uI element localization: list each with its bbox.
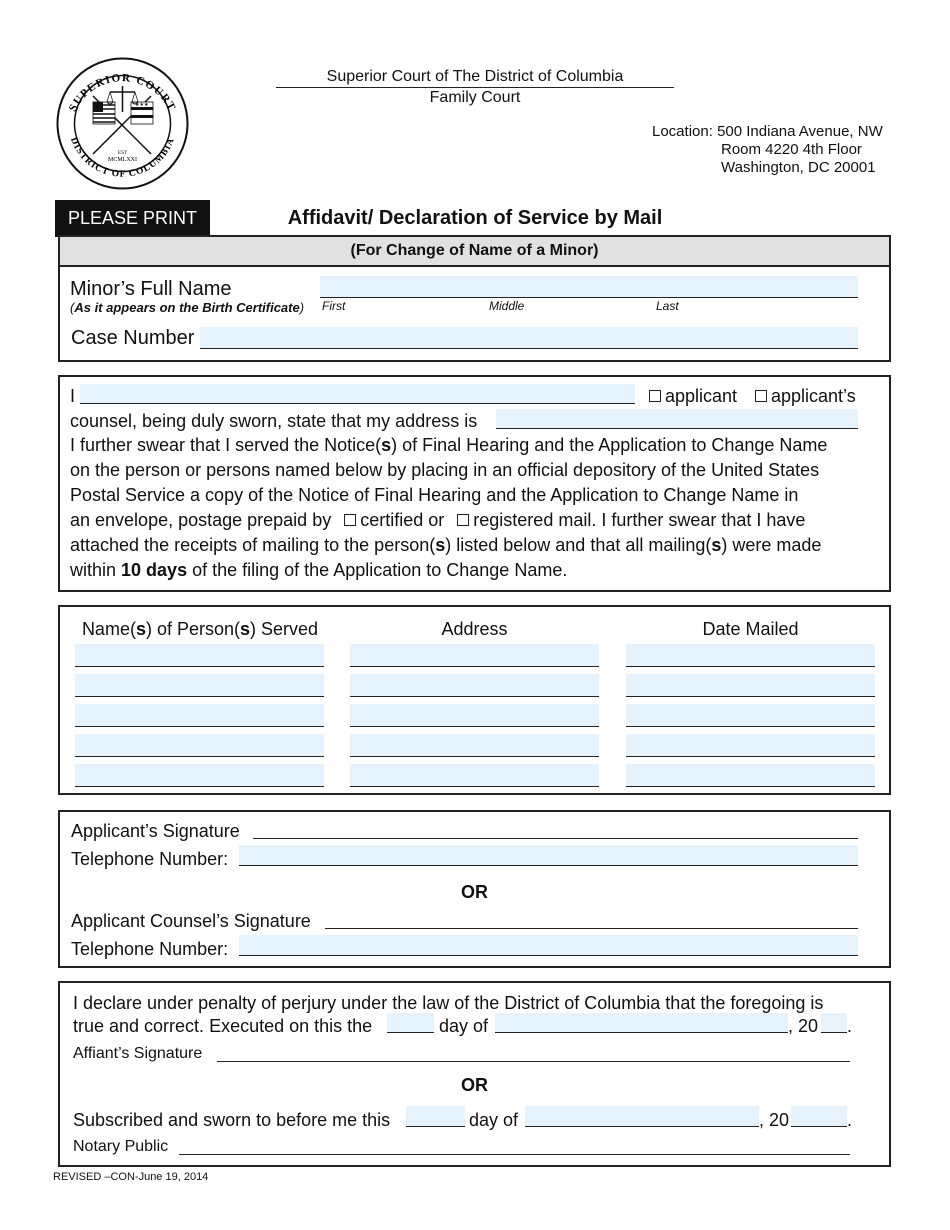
sworn-line-6 [70, 510, 805, 531]
revision-footer: REVISED –CON-June 19, 2014 [53, 1171, 209, 1183]
served-date-field[interactable] [626, 764, 875, 787]
served-name-field[interactable] [75, 674, 324, 697]
applicant-counsel-label: applicant’s [771, 386, 856, 406]
h: ) Served [250, 619, 319, 639]
served-name-field[interactable] [75, 704, 324, 727]
minor-name-field[interactable] [320, 276, 858, 298]
served-name-field[interactable] [75, 734, 324, 757]
sworn-text: I further swear that I served the Notice( [70, 435, 382, 455]
sworn-line-4: on the person or persons named below by placing in an official depository of the United States [70, 460, 820, 480]
case-number-field[interactable] [200, 327, 858, 349]
sworn-line-7 [70, 535, 821, 556]
period: . [847, 1016, 853, 1036]
bold-s: s [135, 619, 146, 639]
h: ) of Person( [145, 619, 241, 639]
court-seal [55, 56, 190, 191]
served-address-field[interactable] [350, 704, 599, 727]
seal-est: EST [118, 151, 127, 156]
address-line-2: Room 4220 4th Floor [721, 141, 862, 158]
certified-option[interactable] [344, 510, 444, 530]
year-prefix: , 20 [788, 1016, 819, 1036]
form-subtitle: (For Change of Name of a Minor) [60, 237, 889, 267]
counsel-telephone-label: Telephone Number: [71, 939, 229, 959]
counsel-signature-field[interactable] [325, 912, 858, 929]
served-date-field[interactable] [626, 704, 875, 727]
sworn-text: within [70, 560, 122, 580]
served-date-field[interactable] [626, 734, 875, 757]
address-line-3: Washington, DC 20001 [721, 159, 876, 176]
sworn-line-8 [70, 560, 567, 581]
please-print-badge: PLEASE PRINT [55, 200, 210, 237]
served-name-field[interactable] [75, 764, 324, 787]
served-address-field[interactable] [350, 644, 599, 667]
applicant-checkbox[interactable] [649, 390, 661, 402]
day-of-label: day of [439, 1016, 489, 1036]
served-address-field[interactable] [350, 764, 599, 787]
address-line-1: 500 Indiana Avenue, NW [717, 123, 883, 140]
bold-s: s [240, 619, 251, 639]
middle-label: Middle [489, 299, 525, 313]
hint-open: ( [70, 300, 75, 315]
subscribed-year-prefix: , 20 [759, 1110, 790, 1130]
or-divider-1: OR [461, 882, 488, 902]
served-name-field[interactable] [75, 644, 324, 667]
col-header-address: Address [441, 619, 508, 639]
first-label: First [322, 299, 346, 313]
sworn-text: ) were made [721, 535, 822, 555]
minor-name-hint [70, 300, 304, 315]
subscribed-year-field[interactable] [791, 1106, 847, 1127]
registered-checkbox[interactable] [457, 514, 469, 526]
seal-bottom-text: DISTRICT OF COLUMBIA [68, 136, 177, 180]
declaration-line-2: true and correct. Executed on this the [73, 1016, 373, 1036]
notary-label: Notary Public [73, 1138, 169, 1155]
case-number-label: Case Number [71, 327, 195, 349]
court-location [652, 123, 883, 177]
svg-text:★★★: ★★★ [135, 102, 149, 108]
i-label: I [70, 386, 76, 406]
affiant-address-field[interactable] [496, 409, 858, 429]
applicant-signature-field[interactable] [253, 822, 858, 839]
affiant-signature-field[interactable] [217, 1045, 850, 1062]
sworn-line-3 [70, 435, 827, 456]
certified-label: certified or [360, 510, 445, 530]
applicant-label: applicant [665, 386, 738, 406]
last-label: Last [656, 299, 679, 313]
served-date-field[interactable] [626, 644, 875, 667]
court-division: Family Court [429, 89, 521, 106]
bold-s: s [711, 535, 722, 555]
applicant-telephone-label: Telephone Number: [71, 849, 229, 869]
subscribed-month-field[interactable] [525, 1106, 759, 1127]
executed-year-field[interactable] [821, 1013, 847, 1033]
certified-checkbox[interactable] [344, 514, 356, 526]
sworn-text: ) listed below and that all mailing( [445, 535, 712, 555]
sworn-text: an envelope, postage prepaid by [70, 510, 332, 530]
court-name: Superior Court of The District of Columbia [276, 68, 674, 88]
sworn-text: attached the receipts of mailing to the person( [70, 535, 436, 555]
ten-days: 10 days [121, 560, 188, 580]
executed-month-field[interactable] [495, 1013, 788, 1033]
served-address-field[interactable] [350, 734, 599, 757]
location-label: Location: [652, 123, 713, 140]
applicant-counsel-option[interactable] [755, 386, 856, 407]
applicant-option[interactable] [649, 386, 737, 407]
counsel-telephone-field[interactable] [239, 935, 858, 956]
registered-option[interactable] [457, 510, 805, 530]
subscribed-day-field[interactable] [406, 1106, 465, 1127]
served-date-field[interactable] [626, 674, 875, 697]
notary-signature-field[interactable] [179, 1138, 850, 1155]
sworn-text: of the filing of the Application to Change Name. [187, 560, 568, 580]
bold-s: s [381, 435, 392, 455]
seal-year: MCMLXXI [107, 157, 138, 163]
minor-name-label: Minor’s Full Name [70, 278, 232, 300]
hint-bold: As it appears on the Birth Certificate [74, 300, 300, 315]
bold-s: s [435, 535, 446, 555]
applicant-counsel-checkbox[interactable] [755, 390, 767, 402]
or-divider-2: OR [461, 1075, 488, 1095]
sworn-line-2: counsel, being duly sworn, state that my address is [70, 411, 478, 431]
executed-day-field[interactable] [387, 1013, 434, 1033]
h: Name( [81, 619, 136, 639]
applicant-signature-label: Applicant’s Signature [71, 821, 240, 841]
col-header-names [75, 619, 325, 640]
subscribed-label: Subscribed and sworn to before me this [73, 1110, 391, 1130]
col-header-date: Date Mailed [702, 619, 799, 639]
affiant-signature-label: Affiant’s Signature [73, 1045, 203, 1062]
sworn-text: ) of Final Hearing and the Application to Change Name [391, 435, 828, 455]
served-address-field[interactable] [350, 674, 599, 697]
affiant-name-field[interactable] [80, 384, 635, 404]
subscribed-period: . [847, 1110, 853, 1130]
counsel-signature-label: Applicant Counsel’s Signature [71, 911, 311, 931]
registered-label: registered mail. I further swear that I have [473, 510, 806, 530]
hint-close: ) [299, 300, 305, 315]
form-title: Affidavit/ Declaration of Service by Mail [287, 207, 663, 229]
subscribed-day-of-label: day of [469, 1110, 519, 1130]
declaration-line-1: I declare under penalty of perjury under the law of the District of Columbia that the foregoing is [73, 993, 824, 1013]
applicant-telephone-field[interactable] [239, 845, 858, 866]
seal-top-text: SUPERIOR COURT [66, 72, 179, 114]
sworn-line-5: Postal Service a copy of the Notice of Final Hearing and the Application to Change Name in [70, 485, 799, 505]
